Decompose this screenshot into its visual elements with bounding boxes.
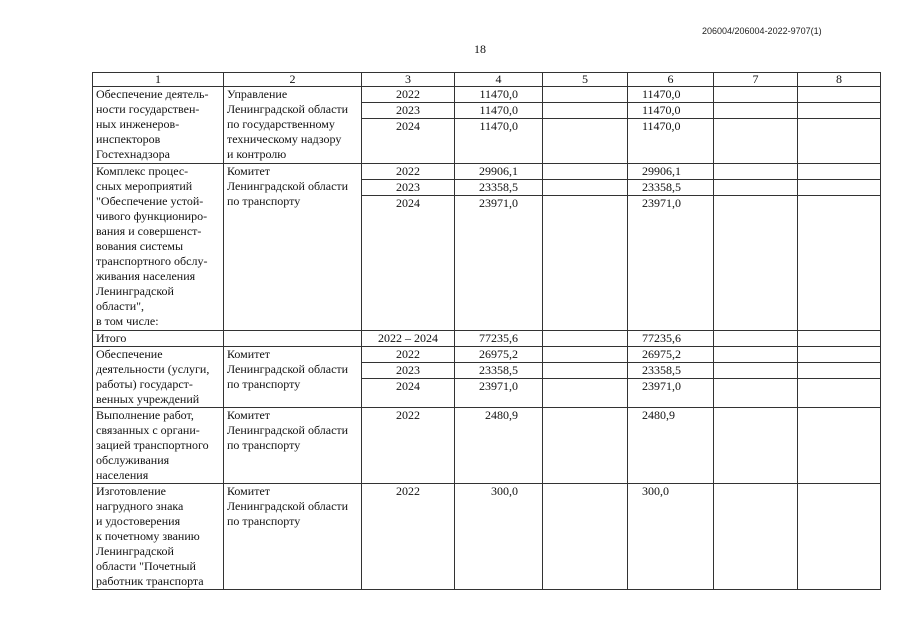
col5-cell (543, 331, 628, 347)
header-cell: 2 (224, 73, 362, 87)
col6-cell: 23358,5 (628, 180, 714, 196)
executor-line: Управление (227, 87, 288, 101)
col8-cell (798, 484, 881, 590)
executor-cell (224, 408, 362, 484)
year-cell: 2022 (362, 484, 455, 590)
page-number: 18 (474, 42, 486, 56)
col5-cell (543, 347, 628, 363)
col5-cell (543, 87, 628, 103)
measure-name-line: связанных с органи- (96, 423, 200, 437)
executor-line: Ленинградской области (227, 423, 349, 437)
year-cell: 2023 (362, 103, 455, 119)
year-cell: 2022 (362, 87, 455, 103)
total-cell: 11470,0 (455, 119, 543, 164)
header-cell: 4 (455, 73, 543, 87)
header-row (93, 73, 881, 87)
executor-line: по транспорту (227, 438, 301, 452)
total-cell: 23971,0 (455, 196, 543, 331)
measure-name-line: вования системы (96, 239, 184, 253)
col7-cell (714, 379, 798, 408)
measure-name-line: зацией транспортного (96, 438, 209, 452)
col7-cell (714, 196, 798, 331)
measure-name-line: живания населения (96, 269, 196, 283)
col8-cell (798, 347, 881, 363)
executor-line: по транспорту (227, 514, 301, 528)
executor-cell (224, 347, 362, 408)
col7-cell (714, 180, 798, 196)
year-cell: 2023 (362, 180, 455, 196)
year-cell: 2022 (362, 164, 455, 180)
col7-cell (714, 119, 798, 164)
document-id: 206004/206004-2022-9707(1) (702, 26, 822, 36)
col6-cell: 23358,5 (628, 363, 714, 379)
col7-cell (714, 331, 798, 347)
measure-name-line: Комплекс процес- (96, 164, 189, 178)
total-label-cell: Итого (93, 331, 224, 347)
executor-line: Ленинградской области (227, 499, 349, 513)
budget-table (92, 72, 881, 590)
measure-name-line: обслуживания (96, 453, 170, 467)
total-cell: 77235,6 (455, 331, 543, 347)
col7-cell (714, 87, 798, 103)
header-cell: 7 (714, 73, 798, 87)
col7-cell (714, 484, 798, 590)
col8-cell (798, 379, 881, 408)
measure-name-line: Выполнение работ, (96, 408, 194, 422)
executor-line: Ленинградской области (227, 179, 349, 193)
executor-line: техническому надзору (227, 132, 342, 146)
col6-cell: 11470,0 (628, 119, 714, 164)
header-cell: 1 (93, 73, 224, 87)
col8-cell (798, 408, 881, 484)
measure-name-line: венных учреждений (96, 392, 200, 406)
col6-cell: 11470,0 (628, 87, 714, 103)
measure-name-line: нагрудного знака (96, 499, 184, 513)
col6-cell: 26975,2 (628, 347, 714, 363)
col5-cell (543, 363, 628, 379)
measure-name-cell (93, 347, 224, 408)
year-cell: 2023 (362, 363, 455, 379)
header-cell: 8 (798, 73, 881, 87)
col5-cell (543, 103, 628, 119)
measure-name-line: Обеспечение деятель- (96, 87, 209, 101)
table-row (93, 164, 881, 180)
measure-name-cell (93, 164, 224, 331)
measure-name-line: Гостехнадзора (96, 147, 170, 161)
col7-cell (714, 164, 798, 180)
total-cell: 300,0 (455, 484, 543, 590)
executor-cell (224, 164, 362, 331)
col6-cell: 29906,1 (628, 164, 714, 180)
executor-cell (224, 87, 362, 164)
measure-name-line: области", (96, 299, 145, 313)
executor-line: по транспорту (227, 377, 301, 391)
col6-cell: 11470,0 (628, 103, 714, 119)
measure-name-line: сных мероприятий (96, 179, 193, 193)
measure-name-line: работник транспорта (96, 574, 204, 588)
executor-line: по транспорту (227, 194, 301, 208)
col5-cell (543, 180, 628, 196)
col8-cell (798, 119, 881, 164)
total-row (93, 331, 881, 347)
year-cell: 2024 (362, 196, 455, 331)
measure-name-line: работы) государст- (96, 377, 193, 391)
col7-cell (714, 103, 798, 119)
table-row (93, 87, 881, 103)
header-cell: 3 (362, 73, 455, 87)
year-cell: 2022 (362, 347, 455, 363)
executor-cell (224, 484, 362, 590)
executor-line: Комитет (227, 347, 271, 361)
table-row (93, 484, 881, 590)
measure-name-line: и удостоверения (96, 514, 181, 528)
total-cell: 2480,9 (455, 408, 543, 484)
measure-name-cell (93, 87, 224, 164)
col6-cell: 300,0 (628, 484, 714, 590)
executor-line: Ленинградской области (227, 102, 349, 116)
col5-cell (543, 408, 628, 484)
table-row (93, 408, 881, 484)
measure-name-line: Обеспечение (96, 347, 163, 361)
total-cell: 11470,0 (455, 87, 543, 103)
total-cell: 26975,2 (455, 347, 543, 363)
measure-name-line: населения (96, 468, 149, 482)
col5-cell (543, 484, 628, 590)
measure-name-line: области "Почетный (96, 559, 196, 573)
measure-name-line: ности государствен- (96, 102, 200, 116)
year-cell: 2024 (362, 379, 455, 408)
total-cell: 11470,0 (455, 103, 543, 119)
col8-cell (798, 87, 881, 103)
executor-line: Комитет (227, 164, 271, 178)
col5-cell (543, 196, 628, 331)
col6-cell: 2480,9 (628, 408, 714, 484)
col8-cell (798, 331, 881, 347)
measure-name-line: "Обеспечение устой- (96, 194, 204, 208)
col7-cell (714, 363, 798, 379)
measure-name-line: ных инженеров- (96, 117, 180, 131)
measure-name-line: Ленинградской (96, 544, 174, 558)
col6-cell: 23971,0 (628, 379, 714, 408)
total-cell: 23358,5 (455, 180, 543, 196)
period-cell: 2022 – 2024 (362, 331, 455, 347)
col8-cell (798, 363, 881, 379)
col8-cell (798, 180, 881, 196)
year-cell: 2024 (362, 119, 455, 164)
table-row (93, 347, 881, 363)
col8-cell (798, 103, 881, 119)
measure-name-line: инспекторов (96, 132, 161, 146)
measure-name-line: Изготовление (96, 484, 166, 498)
measure-name-line: Ленинградской (96, 284, 174, 298)
col7-cell (714, 408, 798, 484)
measure-name-line: к почетному званию (96, 529, 200, 543)
executor-cell (224, 331, 362, 347)
col5-cell (543, 164, 628, 180)
col8-cell (798, 196, 881, 331)
measure-name-line: чивого функциониро- (96, 209, 208, 223)
executor-line: Комитет (227, 484, 271, 498)
measure-name-line: транспортного обслу- (96, 254, 208, 268)
total-cell: 23358,5 (455, 363, 543, 379)
executor-line: и контролю (227, 147, 287, 161)
total-cell: 23971,0 (455, 379, 543, 408)
measure-name-line: деятельности (услуги, (96, 362, 210, 376)
measure-name-line: в том числе: (96, 314, 159, 328)
executor-line: Ленинградской области (227, 362, 349, 376)
col7-cell (714, 347, 798, 363)
total-cell: 29906,1 (455, 164, 543, 180)
measure-name-cell (93, 408, 224, 484)
executor-line: по государственному (227, 117, 335, 131)
year-cell: 2022 (362, 408, 455, 484)
header-cell: 5 (543, 73, 628, 87)
col6-cell: 23971,0 (628, 196, 714, 331)
executor-line: Комитет (227, 408, 271, 422)
col5-cell (543, 119, 628, 164)
col6-cell: 77235,6 (628, 331, 714, 347)
col8-cell (798, 164, 881, 180)
header-cell: 6 (628, 73, 714, 87)
measure-name-line: вания и совершенст- (96, 224, 202, 238)
measure-name-cell (93, 484, 224, 590)
col5-cell (543, 379, 628, 408)
